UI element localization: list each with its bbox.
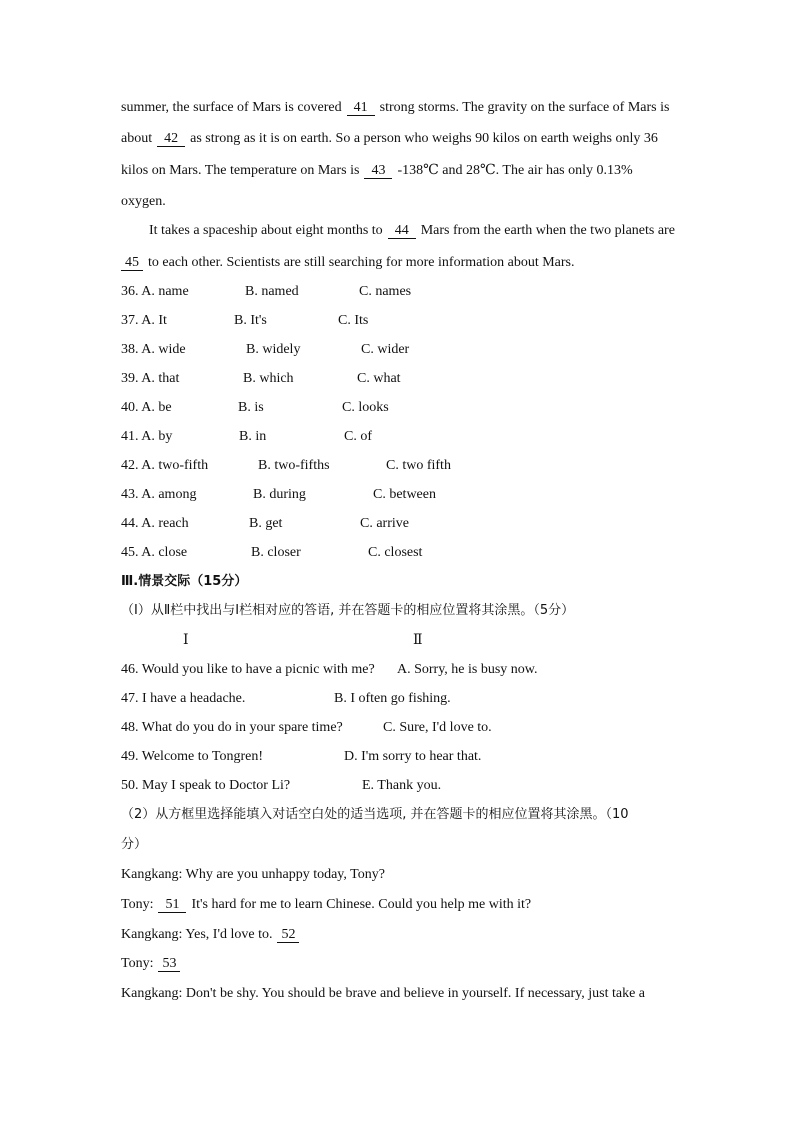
match-answer: A. Sorry, he is busy now. <box>397 662 538 677</box>
option-b: B. during <box>253 487 306 502</box>
section-title: Ⅲ.情景交际（15分） <box>121 574 248 589</box>
option-a <box>121 370 179 388</box>
passage-line-3 <box>121 162 633 180</box>
option-a <box>121 341 186 359</box>
match-question: 46. Would you like to have a picnic with me? <box>121 662 375 677</box>
dialogue-line-4 <box>121 955 180 973</box>
match-question: 47. I have a headache. <box>121 691 246 706</box>
option-a-text: A. It <box>141 313 167 328</box>
question-number: 44. <box>121 516 139 531</box>
question-number: 39. <box>121 371 139 386</box>
match-answer: D. I'm sorry to hear that. <box>344 749 482 764</box>
speaker: Tony: <box>121 897 154 912</box>
option-c: C. names <box>359 284 412 299</box>
option-c: C. two fifth <box>386 458 451 473</box>
question-number: 38. <box>121 342 139 357</box>
option-b: B. is <box>238 400 264 415</box>
passage-line-4: oxygen. <box>121 194 166 209</box>
match-question: 49. Welcome to Tongren! <box>121 749 264 764</box>
option-b: B. which <box>243 371 294 386</box>
option-c: C. closest <box>368 545 423 560</box>
option-a <box>121 515 189 533</box>
blank-53: 53 <box>158 956 180 972</box>
dialogue-line-3 <box>121 926 299 944</box>
speaker: Tony: <box>121 956 154 971</box>
dialogue-line-5: Kangkang: Don't be shy. You should be brave and believe in yourself. If necessary, just take a <box>121 986 646 1001</box>
blank-41: 41 <box>347 100 375 116</box>
text: -138℃ and 28℃. The air has only 0.13% <box>397 163 633 178</box>
question-number: 42. <box>121 458 139 473</box>
option-c: C. arrive <box>360 516 409 531</box>
option-c: C. between <box>373 487 436 502</box>
text: strong storms. The gravity on the surface of Mars is <box>379 100 670 115</box>
passage-line-5 <box>149 222 675 240</box>
option-b: B. two-fifths <box>258 458 330 473</box>
text: summer, the surface of Mars is covered <box>121 100 342 115</box>
match-answer: C. Sure, I'd love to. <box>383 720 492 735</box>
text: It's hard for me to learn Chinese. Could you help me with it? <box>191 897 532 912</box>
option-c: C. wider <box>361 342 410 357</box>
blank-45: 45 <box>121 255 143 271</box>
option-a-text: A. be <box>141 400 172 415</box>
match-question: 50. May I speak to Doctor Li? <box>121 778 291 793</box>
passage-line-1 <box>121 99 669 117</box>
blank-44: 44 <box>388 223 416 239</box>
option-a <box>121 486 196 504</box>
option-b: B. get <box>249 516 283 531</box>
passage-line-6 <box>121 254 575 272</box>
option-a <box>121 428 172 446</box>
option-a-text: A. that <box>141 371 180 386</box>
option-a-text: A. two-fifth <box>141 458 209 473</box>
text: kilos on Mars. The temperature on Mars is <box>121 163 360 178</box>
option-a-text: A. wide <box>141 342 186 357</box>
option-b: B. It's <box>234 313 267 328</box>
option-c: C. of <box>344 429 372 444</box>
column-label-1: Ⅰ <box>183 633 189 648</box>
option-a-text: A. name <box>141 284 189 299</box>
option-c: C. Its <box>338 313 369 328</box>
question-number: 43. <box>121 487 139 502</box>
question-number: 41. <box>121 429 139 444</box>
option-b: B. named <box>245 284 299 299</box>
column-label-2: Ⅱ <box>413 633 423 648</box>
match-answer: B. I often go fishing. <box>334 691 451 706</box>
part2-instructions-line-1: （2）从方框里选择能填入对话空白处的适当选项, 并在答题卡的相应位置将其涂黑。（10 <box>121 807 629 822</box>
text: It takes a spaceship about eight months to <box>149 223 383 238</box>
match-question: 48. What do you do in your spare time? <box>121 720 343 735</box>
option-a <box>121 312 167 330</box>
blank-51: 51 <box>158 897 186 913</box>
option-b: B. closer <box>251 545 301 560</box>
option-b: B. in <box>239 429 267 444</box>
option-a <box>121 457 208 475</box>
question-number: 37. <box>121 313 139 328</box>
blank-42: 42 <box>157 131 185 147</box>
part2-instructions-line-2: 分） <box>121 837 148 852</box>
blank-52: 52 <box>277 927 299 943</box>
option-c: C. looks <box>342 400 389 415</box>
part1-instructions: （Ⅰ）从Ⅱ栏中找出与Ⅰ栏相对应的答语, 并在答题卡的相应位置将其涂黑。（5分） <box>121 603 575 618</box>
text: Mars from the earth when the two planets are <box>420 223 675 238</box>
option-b: B. widely <box>246 342 301 357</box>
option-c: C. what <box>357 371 401 386</box>
question-number: 40. <box>121 400 139 415</box>
text: Kangkang: Yes, I'd love to. <box>121 927 273 942</box>
option-a <box>121 399 172 417</box>
text: about <box>121 131 153 146</box>
option-a-text: A. close <box>141 545 188 560</box>
text: to each other. Scientists are still searching for more information about Mars. <box>148 255 575 270</box>
option-a-text: A. by <box>141 429 173 444</box>
passage-line-2 <box>121 130 658 148</box>
option-a <box>121 544 187 562</box>
dialogue-line-1: Kangkang: Why are you unhappy today, Tony? <box>121 867 385 882</box>
option-a-text: A. among <box>141 487 197 502</box>
question-number: 45. <box>121 545 139 560</box>
text: as strong as it is on earth. So a person who weighs 90 kilos on earth weighs only 36 <box>190 131 658 146</box>
question-number: 36. <box>121 284 139 299</box>
option-a-text: A. reach <box>141 516 189 531</box>
dialogue-line-2 <box>121 896 531 914</box>
option-a <box>121 283 189 301</box>
blank-43: 43 <box>364 163 392 179</box>
match-answer: E. Thank you. <box>362 778 442 793</box>
